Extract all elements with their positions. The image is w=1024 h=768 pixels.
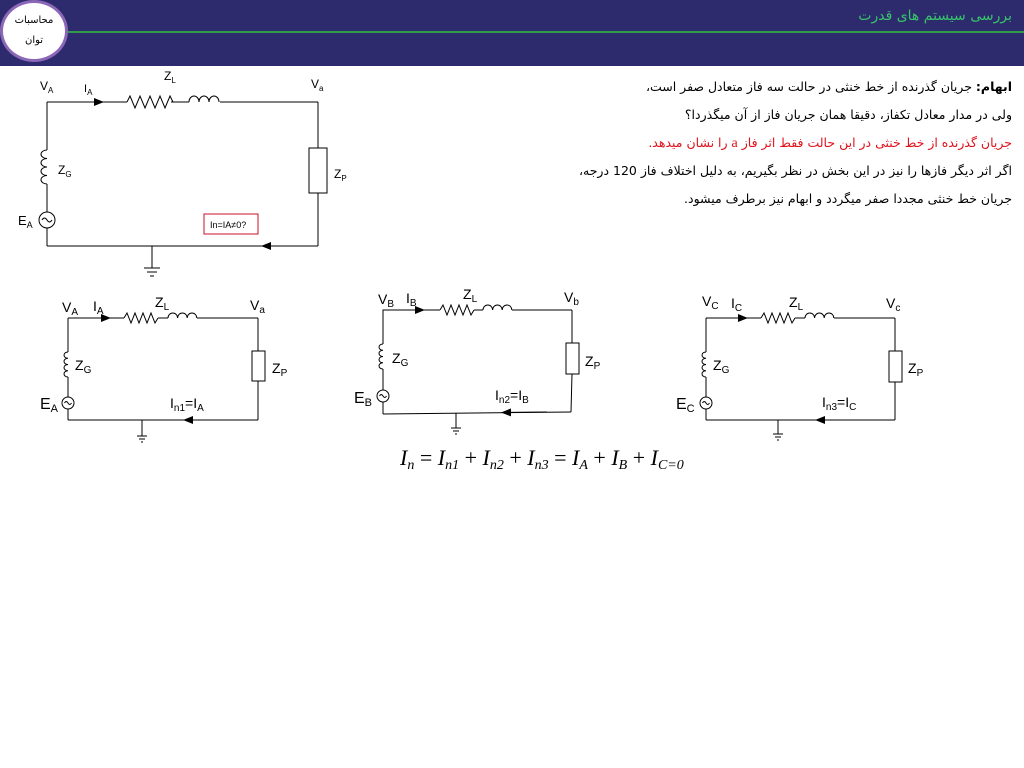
label-vb-load-b: V [564, 289, 574, 305]
svg-text:ZP: $Z_P$ [334, 167, 347, 183]
label-va-load-a: V [250, 297, 260, 313]
inductor-zl-main [189, 96, 219, 102]
ground-c [773, 420, 783, 440]
svg-text:ZG: $Z_G$ [58, 163, 72, 179]
text-line-2: ولی در مدار معادل تکفاز، دقیقا همان جریان فاز از آن میگذردا؟ [684, 107, 1012, 122]
inductor-zg-main [41, 150, 47, 184]
label-in3: I [822, 394, 826, 410]
label-va-a: V [62, 299, 72, 315]
resistor-zl-main [127, 96, 173, 108]
svg-text:ZG: $Z_G$ [713, 357, 730, 376]
label-ea-main: E [18, 213, 27, 228]
badge-line-1: محاسبات [14, 15, 54, 26]
svg-text:Va: $V_a$ [311, 77, 324, 93]
svg-text:VA: $V_A$ [40, 79, 54, 95]
load-zp-main [309, 148, 327, 193]
label-ea-a: E [40, 396, 51, 413]
svg-text:EB: EB [354, 390, 373, 409]
label-ia-a: I [93, 298, 97, 314]
ground-main [144, 246, 160, 276]
svg-text:ZL: $Z_L$ [164, 69, 176, 85]
label-va-load-main: V [311, 77, 320, 91]
label-zl-b: Z [463, 286, 472, 302]
ground-a [137, 420, 147, 442]
svg-text:ZP: $Z_P$ [908, 360, 924, 379]
badge-line-2: توان [24, 35, 44, 46]
label-zp-b: Z [585, 353, 594, 369]
svg-text:ZP: $Z_P$ [585, 353, 601, 372]
label-ib-b: I [406, 290, 410, 306]
phase-c-labels [676, 293, 924, 415]
label-zg-a: Z [75, 357, 84, 373]
text-line-3-b: را نشان میدهد. [648, 135, 732, 150]
svg-text:ZL: $Z_L$ [155, 294, 170, 313]
load-zp-c [889, 351, 902, 382]
resistor-zl-a [124, 313, 158, 323]
text-line-5: جریان خط خنثی مجددا صفر میگردد و ابهام نیز برطرف میشود. [684, 191, 1012, 206]
label-zp-c: Z [908, 360, 917, 376]
svg-text:VB: $V_B$ [378, 291, 395, 310]
main-labels [18, 69, 347, 230]
svg-text:IA: $I_A$ [93, 298, 104, 317]
svg-text:VC: $V_C$ [702, 293, 719, 312]
svg-text:Vb: $V_b$ [564, 289, 579, 308]
label-zl-a: Z [155, 294, 164, 310]
inductor-zg-c [702, 352, 706, 377]
svg-text:ZP: $Z_P$ [272, 360, 288, 379]
label-zp-main: Z [334, 167, 342, 181]
svg-text:Va: $V_a$ [250, 297, 265, 316]
label-in2: I [495, 387, 499, 403]
circuit-phase-a [62, 313, 265, 442]
label-zg-c: Z [713, 357, 722, 373]
text-line-4: اگر اثر دیگر فازها را نیز در این بخش در نظر بگیریم، به دلیل اختلاف فاز 120 درجه، [578, 163, 1012, 178]
svg-text:In1=IA: $I_{n1}=I_A$ [170, 395, 204, 414]
svg-text:EA: EA [40, 396, 59, 415]
svg-text:Vc: $V_c$ [886, 295, 901, 314]
label-zl-c: Z [789, 294, 798, 310]
ground-b [451, 413, 461, 434]
inductor-zg-b [379, 344, 383, 369]
neutral-current-equation: In = In1 + In2 + In3 = IA + IB + IC=0 [400, 445, 684, 473]
text-line-3-phase: a [731, 136, 738, 151]
svg-text:ZL: $Z_L$ [789, 294, 804, 313]
label-zp-a: Z [272, 360, 281, 376]
svg-text:VA: $V_A$ [62, 299, 79, 318]
resistor-zl-b [440, 305, 474, 315]
svg-text:EA: $E_A$ [18, 213, 33, 230]
label-zl-main: Z [164, 69, 172, 83]
inductor-zl-c [805, 313, 834, 318]
neutral-note-text: In=IA≠0? [210, 220, 247, 230]
inductor-zl-b [483, 305, 512, 310]
phase-a-labels [40, 294, 288, 415]
inductor-zg-a [64, 352, 68, 377]
label-in1: I [170, 395, 174, 411]
svg-text:In3=IC: $I_{n3}=I_C$ [822, 394, 857, 413]
load-zp-b [566, 343, 579, 374]
phase-b-neutral-arrow [502, 412, 547, 413]
circuit-phase-c [700, 313, 902, 440]
svg-text:ZG: $Z_G$ [392, 350, 409, 369]
svg-text:EC: EC [676, 396, 695, 415]
svg-text:IA: $I_A$ [84, 83, 93, 97]
label-vb-b: V [378, 291, 388, 307]
text-line-1-rest: جریان گذرنده از خط خنثی در حالت سه فاز متعادل صفر است، [645, 79, 976, 94]
svg-text:In2=IB: $I_{n2}=I_B$ [495, 387, 529, 406]
svg-text:IB: $I_B$ [406, 290, 417, 309]
circuit-phase-b [377, 305, 579, 434]
svg-text:ZL: $Z_L$ [463, 286, 478, 305]
label-ia-main: I [84, 83, 88, 95]
ambiguity-label: ابهام: [975, 79, 1012, 94]
text-line-3-a: جریان گذرنده از خط خنثی در این حالت فقط اثر فاز [737, 135, 1012, 150]
main-circuit [39, 96, 327, 276]
inductor-zl-a [168, 313, 197, 318]
label-zg-main: Z [58, 163, 66, 177]
resistor-zl-c [761, 313, 795, 323]
label-eb-b: E [354, 390, 365, 407]
label-ec-c: E [676, 396, 687, 413]
load-zp-a [252, 351, 265, 381]
label-va-main: V [40, 79, 49, 93]
label-zg-b: Z [392, 350, 401, 366]
phase-b-labels [354, 286, 601, 409]
label-vc-load-c: V [886, 295, 896, 311]
label-vc-c: V [702, 293, 712, 309]
svg-text:IC: $I_C$ [731, 295, 743, 314]
label-ic-c: I [731, 295, 735, 311]
slide-title: بررسی سیستم های قدرت [858, 8, 1012, 24]
svg-text:ZG: $Z_G$ [75, 357, 92, 376]
